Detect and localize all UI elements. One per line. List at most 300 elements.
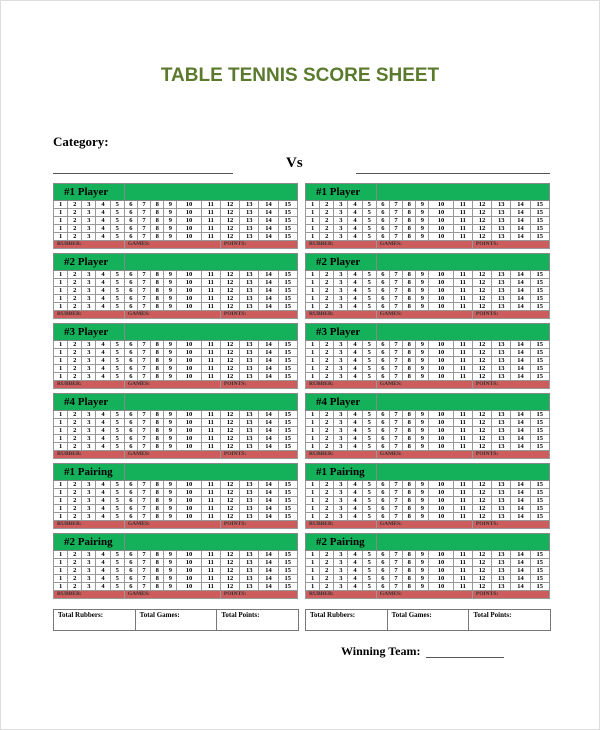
point-cell[interactable]: 1 <box>306 201 320 209</box>
games-field[interactable]: GAMES: <box>376 241 472 249</box>
point-cell[interactable]: 15 <box>530 505 549 513</box>
games-field[interactable]: GAMES: <box>124 521 220 529</box>
point-cell[interactable]: 11 <box>453 209 472 217</box>
point-cell[interactable]: 5 <box>110 489 124 497</box>
point-cell[interactable]: 8 <box>151 505 164 513</box>
point-cell[interactable]: 9 <box>164 287 177 295</box>
point-cell[interactable]: 6 <box>124 217 137 225</box>
point-cell[interactable]: 15 <box>278 513 297 521</box>
point-cell[interactable]: 4 <box>348 427 362 435</box>
point-cell[interactable]: 8 <box>151 217 164 225</box>
point-cell[interactable]: 8 <box>151 303 164 311</box>
point-cell[interactable]: 1 <box>54 295 68 303</box>
point-cell[interactable]: 13 <box>240 481 259 489</box>
point-cell[interactable]: 14 <box>511 349 530 357</box>
point-cell[interactable]: 8 <box>151 349 164 357</box>
point-cell[interactable]: 12 <box>472 583 491 591</box>
point-cell[interactable]: 9 <box>164 341 177 349</box>
point-cell[interactable]: 3 <box>334 567 348 575</box>
point-cell[interactable]: 7 <box>137 411 150 419</box>
point-cell[interactable]: 10 <box>177 303 201 311</box>
point-cell[interactable]: 2 <box>320 225 334 233</box>
point-cell[interactable]: 6 <box>376 349 389 357</box>
point-cell[interactable]: 3 <box>334 287 348 295</box>
point-cell[interactable]: 11 <box>201 419 220 427</box>
point-cell[interactable]: 11 <box>453 567 472 575</box>
rubber-field[interactable]: RUBBER: <box>54 591 125 599</box>
point-cell[interactable]: 9 <box>164 575 177 583</box>
point-cell[interactable]: 6 <box>376 287 389 295</box>
point-cell[interactable]: 6 <box>124 443 137 451</box>
point-cell[interactable]: 2 <box>68 349 82 357</box>
point-cell[interactable]: 5 <box>110 435 124 443</box>
point-cell[interactable]: 11 <box>453 427 472 435</box>
point-cell[interactable]: 1 <box>54 279 68 287</box>
point-cell[interactable]: 15 <box>530 365 549 373</box>
point-cell[interactable]: 10 <box>177 505 201 513</box>
point-cell[interactable]: 7 <box>389 505 402 513</box>
point-cell[interactable]: 2 <box>68 373 82 381</box>
point-cell[interactable]: 8 <box>403 233 416 241</box>
point-cell[interactable]: 15 <box>278 341 297 349</box>
point-cell[interactable]: 4 <box>348 303 362 311</box>
point-cell[interactable]: 12 <box>472 567 491 575</box>
point-cell[interactable]: 11 <box>453 497 472 505</box>
point-cell[interactable]: 7 <box>389 427 402 435</box>
point-cell[interactable]: 12 <box>472 349 491 357</box>
point-cell[interactable]: 10 <box>177 513 201 521</box>
total-games-right[interactable]: Total Games: <box>388 610 470 630</box>
point-cell[interactable]: 15 <box>530 201 549 209</box>
point-cell[interactable]: 15 <box>530 373 549 381</box>
total-rubbers-left[interactable]: Total Rubbers: <box>54 610 136 630</box>
rubber-field[interactable]: RUBBER: <box>54 311 125 319</box>
points-field[interactable]: POINTS: <box>472 241 549 249</box>
point-cell[interactable]: 9 <box>164 373 177 381</box>
point-cell[interactable]: 6 <box>376 217 389 225</box>
point-cell[interactable]: 9 <box>416 583 429 591</box>
point-cell[interactable]: 2 <box>320 583 334 591</box>
point-cell[interactable]: 13 <box>240 559 259 567</box>
point-cell[interactable]: 11 <box>453 575 472 583</box>
point-cell[interactable]: 13 <box>240 513 259 521</box>
point-cell[interactable]: 13 <box>240 427 259 435</box>
point-cell[interactable]: 10 <box>177 225 201 233</box>
point-cell[interactable]: 10 <box>177 575 201 583</box>
point-cell[interactable]: 15 <box>278 481 297 489</box>
point-cell[interactable]: 13 <box>492 201 511 209</box>
point-cell[interactable]: 12 <box>472 209 491 217</box>
point-cell[interactable]: 11 <box>201 559 220 567</box>
point-cell[interactable]: 2 <box>68 497 82 505</box>
point-cell[interactable]: 8 <box>403 551 416 559</box>
point-cell[interactable]: 6 <box>376 411 389 419</box>
point-cell[interactable]: 8 <box>151 279 164 287</box>
point-cell[interactable]: 5 <box>110 209 124 217</box>
point-cell[interactable]: 9 <box>164 209 177 217</box>
point-cell[interactable]: 14 <box>511 497 530 505</box>
point-cell[interactable]: 1 <box>54 201 68 209</box>
point-cell[interactable]: 11 <box>201 295 220 303</box>
point-cell[interactable]: 5 <box>362 559 376 567</box>
point-cell[interactable]: 7 <box>137 575 150 583</box>
point-cell[interactable]: 3 <box>82 341 96 349</box>
point-cell[interactable]: 15 <box>278 373 297 381</box>
point-cell[interactable]: 10 <box>429 357 453 365</box>
point-cell[interactable]: 10 <box>429 287 453 295</box>
point-cell[interactable]: 1 <box>54 435 68 443</box>
point-cell[interactable]: 1 <box>306 513 320 521</box>
point-cell[interactable]: 7 <box>389 217 402 225</box>
point-cell[interactable]: 4 <box>348 295 362 303</box>
point-cell[interactable]: 14 <box>511 217 530 225</box>
point-cell[interactable]: 8 <box>151 489 164 497</box>
point-cell[interactable]: 8 <box>403 201 416 209</box>
point-cell[interactable]: 4 <box>348 567 362 575</box>
point-cell[interactable]: 8 <box>151 295 164 303</box>
point-cell[interactable]: 5 <box>110 497 124 505</box>
point-cell[interactable]: 8 <box>403 271 416 279</box>
point-cell[interactable]: 7 <box>389 559 402 567</box>
point-cell[interactable]: 9 <box>416 489 429 497</box>
point-cell[interactable]: 2 <box>68 583 82 591</box>
point-cell[interactable]: 10 <box>429 513 453 521</box>
rubber-field[interactable]: RUBBER: <box>306 381 377 389</box>
point-cell[interactable]: 4 <box>348 201 362 209</box>
point-cell[interactable]: 13 <box>240 411 259 419</box>
point-cell[interactable]: 12 <box>220 551 239 559</box>
point-cell[interactable]: 1 <box>54 225 68 233</box>
point-cell[interactable]: 1 <box>306 209 320 217</box>
point-cell[interactable]: 14 <box>259 427 278 435</box>
point-cell[interactable]: 1 <box>306 349 320 357</box>
team-b-name-line[interactable] <box>356 173 550 174</box>
point-cell[interactable]: 8 <box>151 443 164 451</box>
point-cell[interactable]: 13 <box>492 217 511 225</box>
point-cell[interactable]: 3 <box>82 287 96 295</box>
point-cell[interactable]: 1 <box>54 497 68 505</box>
point-cell[interactable]: 6 <box>124 427 137 435</box>
point-cell[interactable]: 10 <box>429 365 453 373</box>
point-cell[interactable]: 14 <box>511 567 530 575</box>
point-cell[interactable]: 6 <box>124 419 137 427</box>
point-cell[interactable]: 3 <box>334 551 348 559</box>
point-cell[interactable]: 8 <box>403 559 416 567</box>
point-cell[interactable]: 7 <box>137 373 150 381</box>
point-cell[interactable]: 9 <box>416 279 429 287</box>
point-cell[interactable]: 1 <box>306 295 320 303</box>
point-cell[interactable]: 6 <box>124 373 137 381</box>
point-cell[interactable]: 5 <box>362 505 376 513</box>
point-cell[interactable]: 7 <box>389 435 402 443</box>
point-cell[interactable]: 2 <box>320 411 334 419</box>
point-cell[interactable]: 14 <box>259 411 278 419</box>
point-cell[interactable]: 10 <box>429 419 453 427</box>
point-cell[interactable]: 15 <box>530 559 549 567</box>
point-cell[interactable]: 14 <box>259 419 278 427</box>
point-cell[interactable]: 4 <box>96 217 110 225</box>
point-cell[interactable]: 13 <box>240 209 259 217</box>
point-cell[interactable]: 13 <box>240 295 259 303</box>
point-cell[interactable]: 8 <box>403 435 416 443</box>
point-cell[interactable]: 8 <box>403 411 416 419</box>
point-cell[interactable]: 12 <box>220 365 239 373</box>
point-cell[interactable]: 5 <box>362 303 376 311</box>
point-cell[interactable]: 3 <box>82 233 96 241</box>
point-cell[interactable]: 3 <box>334 201 348 209</box>
point-cell[interactable]: 11 <box>201 575 220 583</box>
point-cell[interactable]: 3 <box>82 427 96 435</box>
point-cell[interactable]: 8 <box>403 279 416 287</box>
point-cell[interactable]: 12 <box>220 233 239 241</box>
point-cell[interactable]: 14 <box>259 583 278 591</box>
point-cell[interactable]: 7 <box>389 411 402 419</box>
point-cell[interactable]: 13 <box>240 357 259 365</box>
point-cell[interactable]: 11 <box>453 505 472 513</box>
point-cell[interactable]: 12 <box>472 575 491 583</box>
point-cell[interactable]: 1 <box>306 373 320 381</box>
point-cell[interactable]: 14 <box>259 365 278 373</box>
point-cell[interactable]: 4 <box>96 481 110 489</box>
point-cell[interactable]: 8 <box>151 209 164 217</box>
point-cell[interactable]: 9 <box>164 435 177 443</box>
point-cell[interactable]: 5 <box>362 233 376 241</box>
point-cell[interactable]: 10 <box>429 349 453 357</box>
point-cell[interactable]: 13 <box>492 373 511 381</box>
point-cell[interactable]: 14 <box>259 287 278 295</box>
point-cell[interactable]: 14 <box>511 435 530 443</box>
point-cell[interactable]: 14 <box>259 349 278 357</box>
point-cell[interactable]: 15 <box>278 497 297 505</box>
point-cell[interactable]: 8 <box>403 225 416 233</box>
point-cell[interactable]: 3 <box>334 575 348 583</box>
point-cell[interactable]: 1 <box>306 559 320 567</box>
point-cell[interactable]: 15 <box>278 443 297 451</box>
point-cell[interactable]: 2 <box>68 357 82 365</box>
point-cell[interactable]: 7 <box>389 341 402 349</box>
point-cell[interactable]: 1 <box>306 411 320 419</box>
point-cell[interactable]: 8 <box>151 497 164 505</box>
point-cell[interactable]: 2 <box>320 427 334 435</box>
point-cell[interactable]: 13 <box>240 489 259 497</box>
point-cell[interactable]: 9 <box>416 481 429 489</box>
point-cell[interactable]: 11 <box>453 411 472 419</box>
point-cell[interactable]: 5 <box>110 419 124 427</box>
point-cell[interactable]: 9 <box>164 489 177 497</box>
point-cell[interactable]: 11 <box>453 233 472 241</box>
point-cell[interactable]: 15 <box>278 279 297 287</box>
point-cell[interactable]: 5 <box>110 225 124 233</box>
point-cell[interactable]: 12 <box>472 271 491 279</box>
point-cell[interactable]: 10 <box>429 505 453 513</box>
point-cell[interactable]: 12 <box>220 225 239 233</box>
point-cell[interactable]: 7 <box>137 209 150 217</box>
point-cell[interactable]: 13 <box>240 505 259 513</box>
point-cell[interactable]: 7 <box>389 567 402 575</box>
point-cell[interactable]: 1 <box>54 233 68 241</box>
point-cell[interactable]: 15 <box>530 233 549 241</box>
point-cell[interactable]: 14 <box>259 341 278 349</box>
point-cell[interactable]: 4 <box>348 271 362 279</box>
point-cell[interactable]: 5 <box>362 419 376 427</box>
point-cell[interactable]: 1 <box>54 489 68 497</box>
point-cell[interactable]: 12 <box>220 279 239 287</box>
point-cell[interactable]: 11 <box>201 427 220 435</box>
point-cell[interactable]: 1 <box>54 271 68 279</box>
point-cell[interactable]: 9 <box>164 271 177 279</box>
point-cell[interactable]: 9 <box>416 225 429 233</box>
point-cell[interactable]: 14 <box>511 201 530 209</box>
point-cell[interactable]: 14 <box>259 373 278 381</box>
point-cell[interactable]: 12 <box>472 217 491 225</box>
point-cell[interactable]: 15 <box>530 551 549 559</box>
point-cell[interactable]: 15 <box>278 357 297 365</box>
point-cell[interactable]: 15 <box>278 295 297 303</box>
point-cell[interactable]: 12 <box>220 217 239 225</box>
point-cell[interactable]: 14 <box>259 489 278 497</box>
point-cell[interactable]: 1 <box>306 341 320 349</box>
point-cell[interactable]: 4 <box>96 295 110 303</box>
point-cell[interactable]: 12 <box>472 513 491 521</box>
point-cell[interactable]: 12 <box>220 341 239 349</box>
point-cell[interactable]: 11 <box>201 271 220 279</box>
point-cell[interactable]: 6 <box>376 513 389 521</box>
point-cell[interactable]: 2 <box>68 365 82 373</box>
point-cell[interactable]: 8 <box>151 435 164 443</box>
point-cell[interactable]: 2 <box>68 435 82 443</box>
point-cell[interactable]: 2 <box>68 427 82 435</box>
point-cell[interactable]: 5 <box>362 443 376 451</box>
point-cell[interactable]: 4 <box>96 435 110 443</box>
total-games-left[interactable]: Total Games: <box>136 610 218 630</box>
point-cell[interactable]: 2 <box>320 419 334 427</box>
point-cell[interactable]: 6 <box>376 427 389 435</box>
point-cell[interactable]: 10 <box>177 489 201 497</box>
point-cell[interactable]: 15 <box>530 411 549 419</box>
point-cell[interactable]: 3 <box>334 427 348 435</box>
point-cell[interactable]: 7 <box>137 419 150 427</box>
point-cell[interactable]: 6 <box>376 373 389 381</box>
point-cell[interactable]: 12 <box>220 419 239 427</box>
point-cell[interactable]: 6 <box>124 303 137 311</box>
point-cell[interactable]: 9 <box>164 217 177 225</box>
point-cell[interactable]: 7 <box>389 365 402 373</box>
point-cell[interactable]: 15 <box>278 303 297 311</box>
point-cell[interactable]: 4 <box>348 419 362 427</box>
point-cell[interactable]: 11 <box>453 217 472 225</box>
point-cell[interactable]: 2 <box>320 349 334 357</box>
point-cell[interactable]: 5 <box>362 225 376 233</box>
point-cell[interactable]: 11 <box>453 419 472 427</box>
point-cell[interactable]: 12 <box>472 489 491 497</box>
point-cell[interactable]: 4 <box>96 551 110 559</box>
point-cell[interactable]: 9 <box>416 443 429 451</box>
point-cell[interactable]: 1 <box>306 583 320 591</box>
point-cell[interactable]: 7 <box>389 287 402 295</box>
point-cell[interactable]: 7 <box>137 427 150 435</box>
point-cell[interactable]: 4 <box>348 279 362 287</box>
point-cell[interactable]: 8 <box>403 481 416 489</box>
point-cell[interactable]: 15 <box>530 287 549 295</box>
point-cell[interactable]: 10 <box>177 365 201 373</box>
point-cell[interactable]: 8 <box>151 233 164 241</box>
point-cell[interactable]: 10 <box>429 303 453 311</box>
point-cell[interactable]: 2 <box>320 217 334 225</box>
point-cell[interactable]: 13 <box>240 583 259 591</box>
point-cell[interactable]: 12 <box>220 295 239 303</box>
point-cell[interactable]: 15 <box>530 443 549 451</box>
point-cell[interactable]: 10 <box>177 271 201 279</box>
point-cell[interactable]: 5 <box>362 279 376 287</box>
block-name-field[interactable] <box>376 324 549 341</box>
point-cell[interactable]: 12 <box>472 233 491 241</box>
point-cell[interactable]: 9 <box>164 497 177 505</box>
point-cell[interactable]: 14 <box>511 225 530 233</box>
point-cell[interactable]: 9 <box>164 513 177 521</box>
point-cell[interactable]: 7 <box>389 497 402 505</box>
point-cell[interactable]: 4 <box>348 505 362 513</box>
points-field[interactable]: POINTS: <box>472 451 549 459</box>
point-cell[interactable]: 7 <box>137 225 150 233</box>
point-cell[interactable]: 12 <box>472 497 491 505</box>
point-cell[interactable]: 3 <box>334 295 348 303</box>
point-cell[interactable]: 2 <box>68 303 82 311</box>
point-cell[interactable]: 10 <box>177 435 201 443</box>
point-cell[interactable]: 5 <box>362 271 376 279</box>
point-cell[interactable]: 4 <box>348 575 362 583</box>
point-cell[interactable]: 6 <box>376 209 389 217</box>
point-cell[interactable]: 4 <box>348 287 362 295</box>
point-cell[interactable]: 11 <box>453 349 472 357</box>
point-cell[interactable]: 7 <box>137 505 150 513</box>
point-cell[interactable]: 11 <box>201 435 220 443</box>
point-cell[interactable]: 1 <box>306 497 320 505</box>
point-cell[interactable]: 3 <box>334 419 348 427</box>
point-cell[interactable]: 2 <box>320 559 334 567</box>
point-cell[interactable]: 8 <box>403 217 416 225</box>
point-cell[interactable]: 7 <box>137 349 150 357</box>
point-cell[interactable]: 2 <box>68 559 82 567</box>
point-cell[interactable]: 3 <box>334 513 348 521</box>
point-cell[interactable]: 11 <box>201 551 220 559</box>
point-cell[interactable]: 10 <box>429 279 453 287</box>
point-cell[interactable]: 9 <box>416 497 429 505</box>
point-cell[interactable]: 8 <box>151 411 164 419</box>
point-cell[interactable]: 10 <box>429 443 453 451</box>
point-cell[interactable]: 5 <box>110 481 124 489</box>
point-cell[interactable]: 11 <box>453 201 472 209</box>
point-cell[interactable]: 7 <box>389 349 402 357</box>
point-cell[interactable]: 9 <box>416 271 429 279</box>
point-cell[interactable]: 5 <box>362 287 376 295</box>
point-cell[interactable]: 4 <box>96 427 110 435</box>
point-cell[interactable]: 2 <box>68 279 82 287</box>
point-cell[interactable]: 2 <box>320 575 334 583</box>
point-cell[interactable]: 3 <box>334 411 348 419</box>
point-cell[interactable]: 15 <box>530 225 549 233</box>
point-cell[interactable]: 1 <box>306 435 320 443</box>
point-cell[interactable]: 15 <box>278 233 297 241</box>
point-cell[interactable]: 2 <box>68 443 82 451</box>
point-cell[interactable]: 13 <box>492 419 511 427</box>
point-cell[interactable]: 8 <box>151 583 164 591</box>
point-cell[interactable]: 1 <box>306 551 320 559</box>
point-cell[interactable]: 4 <box>348 559 362 567</box>
point-cell[interactable]: 7 <box>137 551 150 559</box>
point-cell[interactable]: 1 <box>54 303 68 311</box>
point-cell[interactable]: 13 <box>492 341 511 349</box>
point-cell[interactable]: 14 <box>259 481 278 489</box>
